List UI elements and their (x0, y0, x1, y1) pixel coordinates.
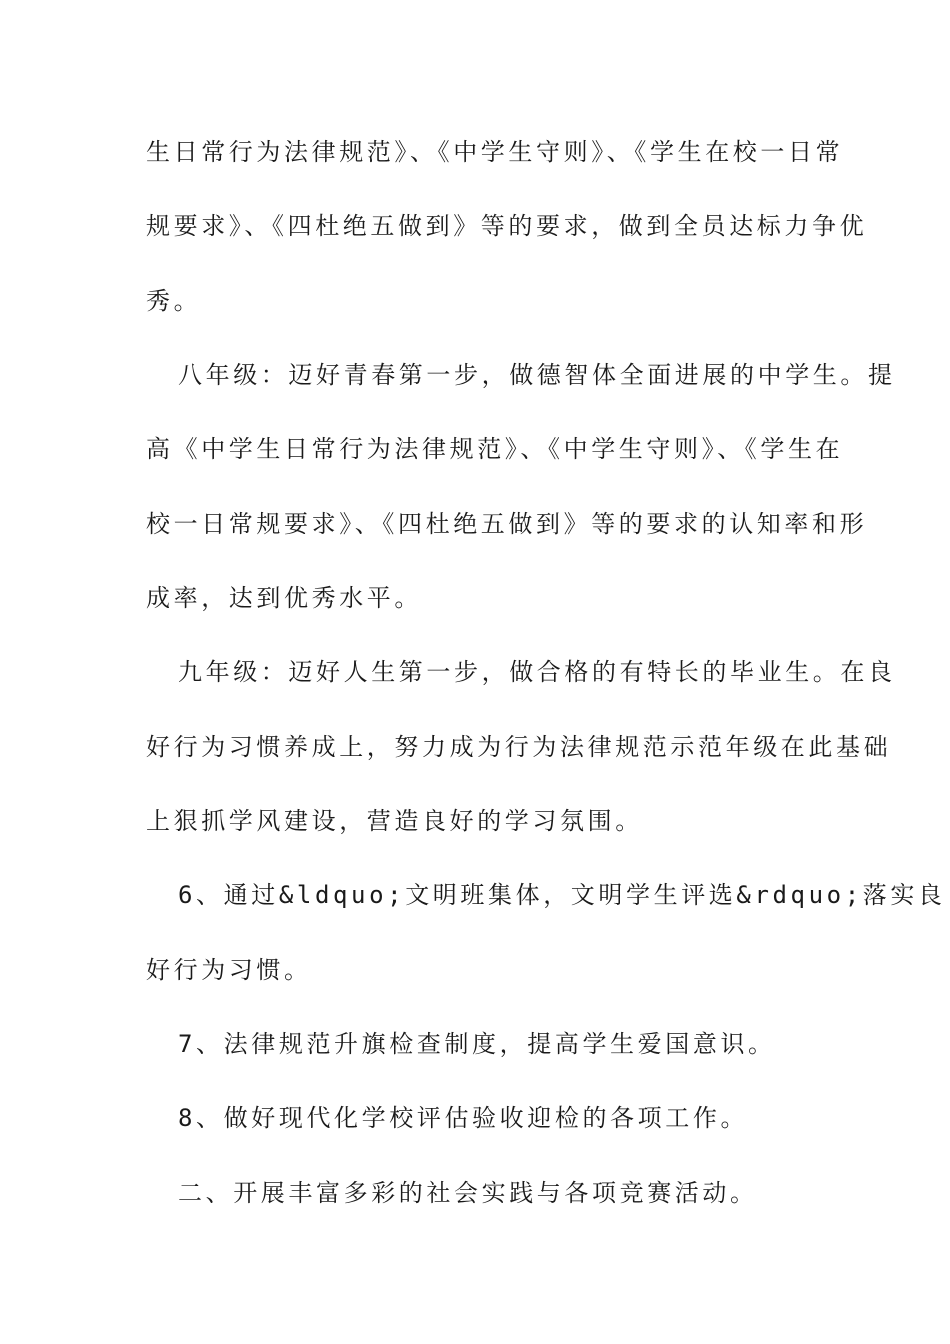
text-line: 好行为习惯养成上，努力成为行为法律规范示范年级在此基础 (146, 733, 892, 761)
text-line: 成率，达到优秀水平。 (146, 584, 422, 612)
paragraph-item-8: 8、做好现代化学校评估验收迎检的各项工作。 (178, 1104, 749, 1132)
paragraph-item-6: 6、通过&ldquo;文明班集体，文明学生评选&rdquo;落实良 (178, 881, 946, 909)
paragraph-grade-9: 九年级：迈好人生第一步，做合格的有特长的毕业生。在良 (178, 658, 896, 686)
text-line: 规要求》、《四杜绝五做到》等的要求，做到全员达标力争优 (146, 212, 868, 240)
paragraph-grade-8: 八年级：迈好青春第一步，做德智体全面进展的中学生。提 (178, 361, 896, 389)
text-line: 好行为习惯。 (146, 956, 312, 984)
text-line: 高《中学生日常行为法律规范》、《中学生守则》、《学生在 (146, 435, 844, 463)
section-heading-2: 二、开展丰富多彩的社会实践与各项竞赛活动。 (178, 1179, 758, 1207)
text-line: 生日常行为法律规范》、《中学生守则》、《学生在校一日常 (146, 138, 844, 166)
text-line: 校一日常规要求》、《四杜绝五做到》等的要求的认知率和形 (146, 510, 868, 538)
text-line: 上狠抓学风建设，营造良好的学习氛围。 (146, 807, 643, 835)
text-line: 秀。 (146, 287, 202, 315)
paragraph-item-7: 7、法律规范升旗检查制度，提高学生爱国意识。 (178, 1030, 776, 1058)
